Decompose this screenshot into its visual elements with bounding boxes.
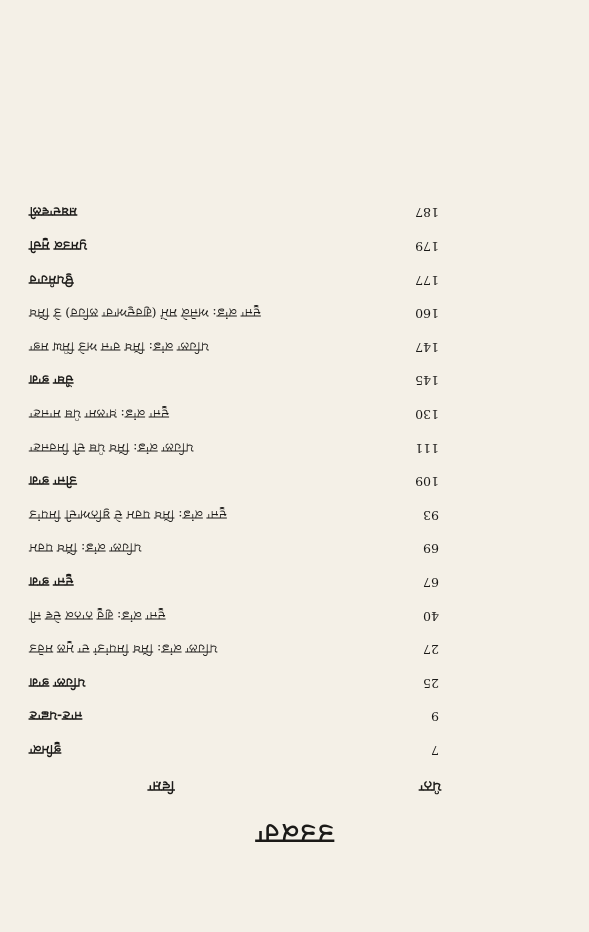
toc-entry-title: ਪਹਿਲਾ ਕਾਂਡ: ਸਿੱਖ ਸਿਧਾਂਤਾਂ ਦਾ ਮੂਲ ਸਰੋਤ (29, 642, 218, 658)
toc-entry-title: ਤੀਜਾ ਭਾਗ (29, 474, 77, 490)
toc-entry (29, 193, 439, 227)
toc-entry (29, 630, 439, 664)
toc-entry-title: ਪਹਿਲਾ ਕਾਂਡ: ਸਿੱਖ ਪੰਥ ਦੀ ਸਿਰਜਣਾ (29, 440, 194, 456)
toc-entry-title: ਦੂਜਾ ਕਾਂਡ: ਅਜੋਕੇ ਸਮੇਂ (ਗੁਰਦੁਆਰਾ ਲਹਿਰ) ਤੇ ਸਿੱਖ (29, 306, 261, 322)
toc-entry (29, 294, 439, 328)
toc-page-number: 177 (415, 272, 439, 288)
toc-page-number: 145 (415, 373, 439, 389)
toc-entry (29, 663, 439, 697)
toc-entry (29, 260, 439, 294)
toc-entry (29, 227, 439, 261)
toc-page-number: 40 (423, 608, 439, 624)
toc-entry (29, 596, 439, 630)
toc-entry (29, 495, 439, 529)
page-title: ਤਤਕਰਾ (255, 819, 334, 849)
toc-entry-title: ਉਪਸੰਹਾਰ (29, 272, 74, 288)
toc-entry-title: ਪਹਿਲਾ ਕਾਂਡ: ਸਿੱਖ ਧਰਮ (29, 541, 142, 557)
toc-page-number: 7 (431, 743, 439, 758)
toc-entry-title: ਪਹਿਲਾ ਕਾਂਡ: ਸਿੱਖ ਰਾਜ ਅਤੇ ਸਿੰਘ ਸਭਾ (29, 339, 209, 355)
toc-entry (29, 361, 439, 395)
toc-page-number: 109 (415, 474, 439, 490)
toc-entry (29, 394, 439, 428)
toc-entry-title: ਦੂਜਾ ਕਾਂਡ: ਗੁਰੂ ਨਾਨਕ ਦੇਵ ਜੀ (29, 608, 166, 624)
toc-page-number: 9 (431, 709, 439, 725)
toc-entry-title: ਜਾਣ-ਪਛਾਣ (29, 709, 83, 725)
toc-entry (29, 697, 439, 731)
toc-page-number: 187 (415, 205, 439, 221)
toc-entry (29, 529, 439, 563)
toc-page-number: 160 (415, 306, 439, 322)
toc-page-number: 130 (415, 407, 439, 423)
toc-page-number: 27 (423, 642, 439, 658)
toc-entry-title: ਪੁਸਤਕ ਸੂਚੀ (29, 239, 87, 255)
toc-entry-title: ਸ਼ਬਦਾਵਲੀ (29, 205, 78, 221)
toc-entry (29, 730, 439, 764)
toc-page-number: 111 (415, 440, 439, 456)
toc-page-number: 69 (423, 541, 439, 557)
toc-entry (29, 428, 439, 462)
toc-entry (29, 462, 439, 496)
toc-entry (29, 327, 439, 361)
toc-entry-title: ਪਹਿਲਾ ਭਾਗ (29, 675, 86, 691)
toc-page-number: 67 (423, 575, 439, 591)
page-column-header: ਪੰਨਾ (419, 778, 441, 794)
toc-page-number: 179 (415, 239, 439, 255)
toc-page-number: 147 (415, 339, 439, 355)
table-of-contents (29, 193, 439, 764)
toc-entry-title: ਦੂਜਾ ਕਾਂਡ: ਖ਼ਾਲਸਾ ਪੰਥ ਸਾਜਣਾ (29, 407, 169, 423)
toc-entry-title: ਦੂਜਾ ਕਾਂਡ: ਸਿੱਖ ਧਰਮ ਦੇ ਬੁਨਿਆਦੀ ਸਿਧਾਂਤ (29, 507, 227, 523)
toc-entry-title: ਦੂਜਾ ਭਾਗ (29, 575, 74, 591)
toc-entry-title: ਚੌਥਾ ਭਾਗ (29, 373, 74, 389)
contents-column-header: ਵਿਸ਼ਾ (148, 778, 175, 794)
toc-entry (29, 562, 439, 596)
toc-entry-title: ਭੂਮਿਕਾ (29, 743, 62, 758)
toc-page-number: 93 (423, 507, 439, 523)
toc-page-number: 25 (423, 675, 439, 691)
